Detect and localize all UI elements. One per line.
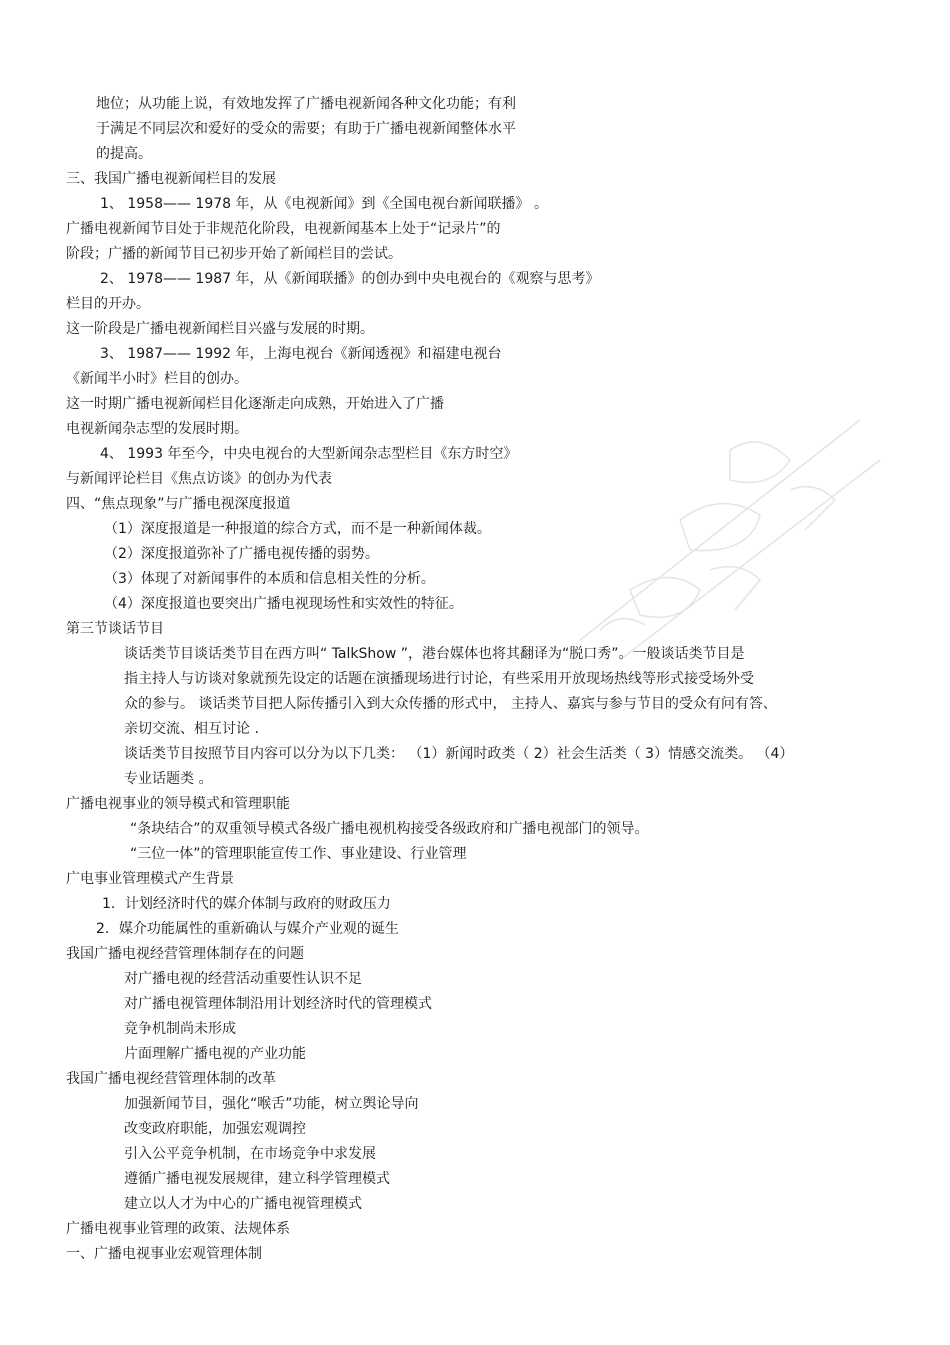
text-line: 栏目的开办。 bbox=[66, 296, 150, 312]
watermark bbox=[560, 380, 900, 680]
section-heading: 一、广播电视事业宏观管理体制 bbox=[66, 1246, 262, 1262]
text-line: 亲切交流、相互讨论 . bbox=[124, 721, 259, 737]
text-line: 4、 1993 年至今，中央电视台的大型新闻杂志型栏目《东方时空》 bbox=[100, 446, 518, 462]
text-line: 谈话类节目按照节目内容可以分为以下几类： （1）新闻时政类（ 2）社会生活类（ 3）情感交流类。 （4） bbox=[124, 746, 794, 762]
text-line: 指主持人与访谈对象就预先设定的话题在演播现场进行讨论，有些采用开放现场热线等形式接受场外受 bbox=[124, 671, 754, 687]
text-line: 地位；从功能上说，有效地发挥了广播电视新闻各种文化功能；有利 bbox=[96, 96, 516, 112]
list-item: 遵循广播电视发展规律，建立科学管理模式 bbox=[124, 1171, 390, 1187]
text-line: 谈话类节目谈话类节目在西方叫“ TalkShow ”，港台媒体也将其翻译为“脱口秀”。一般谈话类节目是 bbox=[124, 646, 745, 662]
text-line: 众的参与。 谈话类节目把人际传播引入到大众传播的形式中， 主持人、嘉宾与参与节目的受众有问有答、 bbox=[124, 696, 777, 712]
text-line: 这一阶段是广播电视新闻栏目兴盛与发展的时期。 bbox=[66, 321, 374, 337]
list-item: （3）体现了对新闻事件的本质和信息相关性的分析。 bbox=[104, 571, 435, 587]
list-item: （4）深度报道也要突出广播电视现场性和实效性的特征。 bbox=[104, 596, 463, 612]
list-item: 引入公平竞争机制，在市场竞争中求发展 bbox=[124, 1146, 376, 1162]
text-line: 的提高。 bbox=[96, 146, 152, 162]
list-item: 加强新闻节目，强化“喉舌”功能，树立舆论导向 bbox=[124, 1096, 419, 1112]
text-line: “条块结合”的双重领导模式各级广播电视机构接受各级政府和广播电视部门的领导。 bbox=[130, 821, 649, 837]
text-line: 3、 1987—— 1992 年，上海电视台《新闻透视》和福建电视台 bbox=[100, 346, 502, 362]
text-line: 于满足不同层次和爱好的受众的需要；有助于广播电视新闻整体水平 bbox=[96, 121, 516, 137]
text-line: 与新闻评论栏目《焦点访谈》的创办为代表 bbox=[66, 471, 332, 487]
section-heading: 第三节谈话节目 bbox=[66, 621, 164, 637]
text-line: 电视新闻杂志型的发展时期。 bbox=[66, 421, 248, 437]
section-heading: 三、我国广播电视新闻栏目的发展 bbox=[66, 171, 276, 187]
text-line: “三位一体”的管理职能宣传工作、事业建设、行业管理 bbox=[130, 846, 467, 862]
list-item: （1）深度报道是一种报道的综合方式，而不是一种新闻体裁。 bbox=[104, 521, 491, 537]
list-item: 建立以人才为中心的广播电视管理模式 bbox=[124, 1196, 362, 1212]
list-item: 竞争机制尚未形成 bbox=[124, 1021, 236, 1037]
section-heading: 我国广播电视经营管理体制的改革 bbox=[66, 1071, 276, 1087]
text-line: 1、 1958—— 1978 年，从《电视新闻》到《全国电视台新闻联播》 。 bbox=[100, 196, 548, 212]
section-heading: 广电事业管理模式产生背景 bbox=[66, 871, 234, 887]
list-item: 片面理解广播电视的产业功能 bbox=[124, 1046, 306, 1062]
list-item: （2）深度报道弥补了广播电视传播的弱势。 bbox=[104, 546, 379, 562]
text-line: 《新闻半小时》栏目的创办。 bbox=[66, 371, 248, 387]
section-heading: 广播电视事业的领导模式和管理职能 bbox=[66, 796, 290, 812]
list-item: 对广播电视管理体制沿用计划经济时代的管理模式 bbox=[124, 996, 432, 1012]
section-heading: 我国广播电视经营管理体制存在的问题 bbox=[66, 946, 304, 962]
text-line: 2、 1978—— 1987 年，从《新闻联播》的创办到中央电视台的《观察与思考》 bbox=[100, 271, 600, 287]
text-line: 专业话题类 。 bbox=[124, 771, 213, 787]
text-line: 这一时期广播电视新闻栏目化逐渐走向成熟，开始进入了广播 bbox=[66, 396, 444, 412]
list-item: 1．计划经济时代的媒介体制与政府的财政压力 bbox=[102, 896, 391, 912]
section-heading: 广播电视事业管理的政策、法规体系 bbox=[66, 1221, 290, 1237]
list-item: 改变政府职能，加强宏观调控 bbox=[124, 1121, 306, 1137]
section-heading: 四、“焦点现象”与广播电视深度报道 bbox=[66, 496, 291, 512]
text-line: 广播电视新闻节目处于非规范化阶段，电视新闻基本上处于“记录片”的 bbox=[66, 221, 501, 237]
text-line: 阶段；广播的新闻节目已初步开始了新闻栏目的尝试。 bbox=[66, 246, 402, 262]
list-item: 2．媒介功能属性的重新确认与媒介产业观的诞生 bbox=[96, 921, 399, 937]
list-item: 对广播电视的经营活动重要性认识不足 bbox=[124, 971, 362, 987]
